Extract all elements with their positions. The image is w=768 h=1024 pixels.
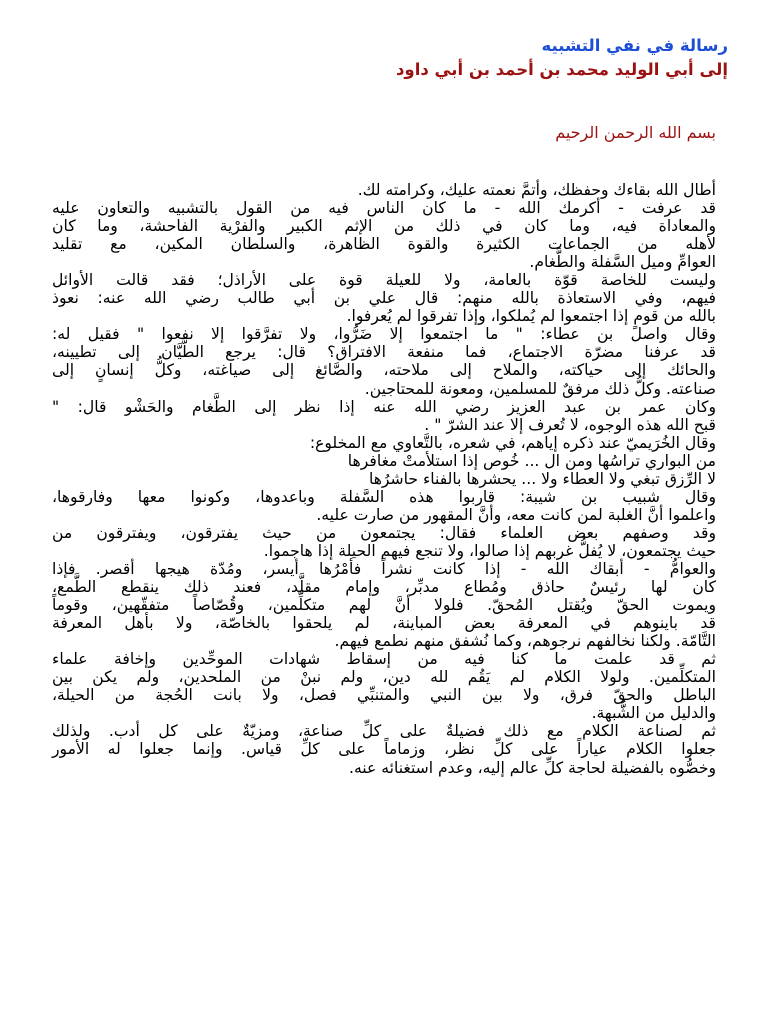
text-line: بالله من قومٍ إذا اجتمعوا لم يُملكوا، وإذا تفرقوا لم يُعرفوا. [346,307,716,326]
text-line: العوامِّ وميل السَّفلة والطَّغام. [529,253,716,272]
text-line: وليست للخاصة قوّة بالعامة، ولا للعيلة قوة على الأراذل؛ فقد قالت الأوائل [52,271,716,290]
text-line: وكان عمر بن عبد العزيز رضي الله عنه إذا نظر إلى الطَّغام والحَشْو قال: " [52,397,716,416]
text-line: صناعته. وكلُّ ذلك مرفقٌ للمسلمين، ومعونة للمحتاجين. [364,379,716,398]
text-line: ثم قد علمت ما كنا فيه من إسقاط شهادات الموحِّدين وإخافة علماء [52,650,716,669]
text-line: وقال واصل بن عطاء: " ما اجتمعوا إلا ضَرُّوا، ولا تفرَّقوا إلا نفعوا " فقيل له: [52,325,716,344]
text-line: لا الرِّزق تبغي ولا العطاء ولا ... يحشرها بالفناء حاشرُها [368,469,716,488]
text-line: قبح الله هذه الوجوه، لا تُعرف إلا عند الشرّ " . [424,415,716,434]
text-line: وقد وصفهم بعض العلماء فقال: يجتمعون من حيث يفترقون، ويفترقون من [52,523,716,542]
text-line: الباطل والحقّ فرق، ولا بين النبي والمتنبِّي فصل، ولا بانت الحُجة من الحيلة، [52,686,716,705]
text-line: والدليل من الشُّبهة. [591,704,716,723]
letter-body [52,181,716,777]
text-line: والحائك إلى حياكته، والملاح إلى ملاحته، والصَّائغ إلى صياغته، وكلُّ إنسانٍ إلى [52,361,716,380]
text-line: حيث يجتمعون، لا يُفلُّ غربهم إذا صالوا، ولا تنجع فيهم الحيلة إذا هاجموا. [263,541,716,560]
text-line: قد عرفنا مضرّة الاجتماع، فما منفعة الافتراق؟ قال: يرجع الطَّيَّان إلى تطيينه، [52,343,716,362]
text-line: قد باينوهم في المعرفة بعض المباينة، لم يلحقوا بالخاصّة، ولا بأهل المعرفة [52,614,716,633]
text-line: لأهله من الجماعات الكثيرة والقوة الظاهرة، والسلطان المكين، مع تقليد [52,235,716,254]
document-title: رسالة في نفي التشبيه [541,36,728,55]
text-line: المتكلِّمين. ولولا الكلام لم يَقُم لله دين، ولم نبنْ من الملحدين، ولم يكن بين [52,668,716,687]
text-line: وقال الخُرَيميّ عند ذكره إياهم، في شعره، بالتَّعاوي مع المخلوع: [309,433,716,452]
text-line: فيهم، وفي الاستعاذة بالله منهم: قال علي بن أبي طالب رضي الله عنه: نعوذ [52,289,716,308]
text-line: وخصُّوه بالفضيلة لحاجة كلِّ عالم إليه، وعدم استغنائه عنه. [348,758,716,777]
text-line: من البواري تراسُها ومن ال ... خُوص إذا استلأمتْ مغافرها [347,451,716,470]
text-line: قد عرفت - أكرمك الله - ما كان الناس فيه من القول بالتشبيه والتعاون عليه [52,199,716,218]
text-line: والعوامُّ - أبقاك الله - إذا كانت نشراً فأمْرُها أيسر، ومُدّة هيجها أقصر. فإذا [52,559,716,578]
basmala: بسم الله الرحمن الرحيم [555,123,716,142]
document-recipient: إلى أبي الوليد محمد بن أحمد بن أبي داود [395,60,728,79]
text-line: أطال الله بقاءك وحفظك، وأتمَّ نعمته عليك، وكرامته لك. [357,181,716,199]
text-line: كان لها رئيسٌ حاذق ومُطاع مدبِّر، وإمام مقلَّد، فعند ذلك ينقطع الطَّمع، [52,578,716,597]
text-line: التَّامّة. ولكنا نخالفهم نرجوهم، وكما نُشفق منهم نطمع فيهم. [334,632,716,651]
text-line: ويموت الحقّ ويُقتل المُحقّ. فلولا أنَّ لهم متكلِّمين، وقُصّاصاً متفقّهين، وقوماً [52,596,716,615]
text-line: ثم لصناعة الكلام مع ذلك فضيلةٌ على كلِّ صناعة، ومزيّةٌ على كل أدب. ولذلك [52,722,716,741]
text-line: واعلموا أنَّ الغلبة لمن كانت معه، وأنَّ المقهور من صارت عليه. [316,505,716,524]
text-line: وقال شبيب بن شيبة: قاربوا هذه السَّفلة وباعدوها، وكونوا معها وفارقوها، [52,487,716,506]
text-line: والمعاداة فيه، وما كان في ذلك من الإثم الكبير والفرْية الفاحشة، وما كان [52,217,716,236]
text-line: جعلوا الكلام عياراً على كلِّ نظر، وزماماً على كلِّ قياس. وإنما جعلوا له الأمور [52,740,716,759]
